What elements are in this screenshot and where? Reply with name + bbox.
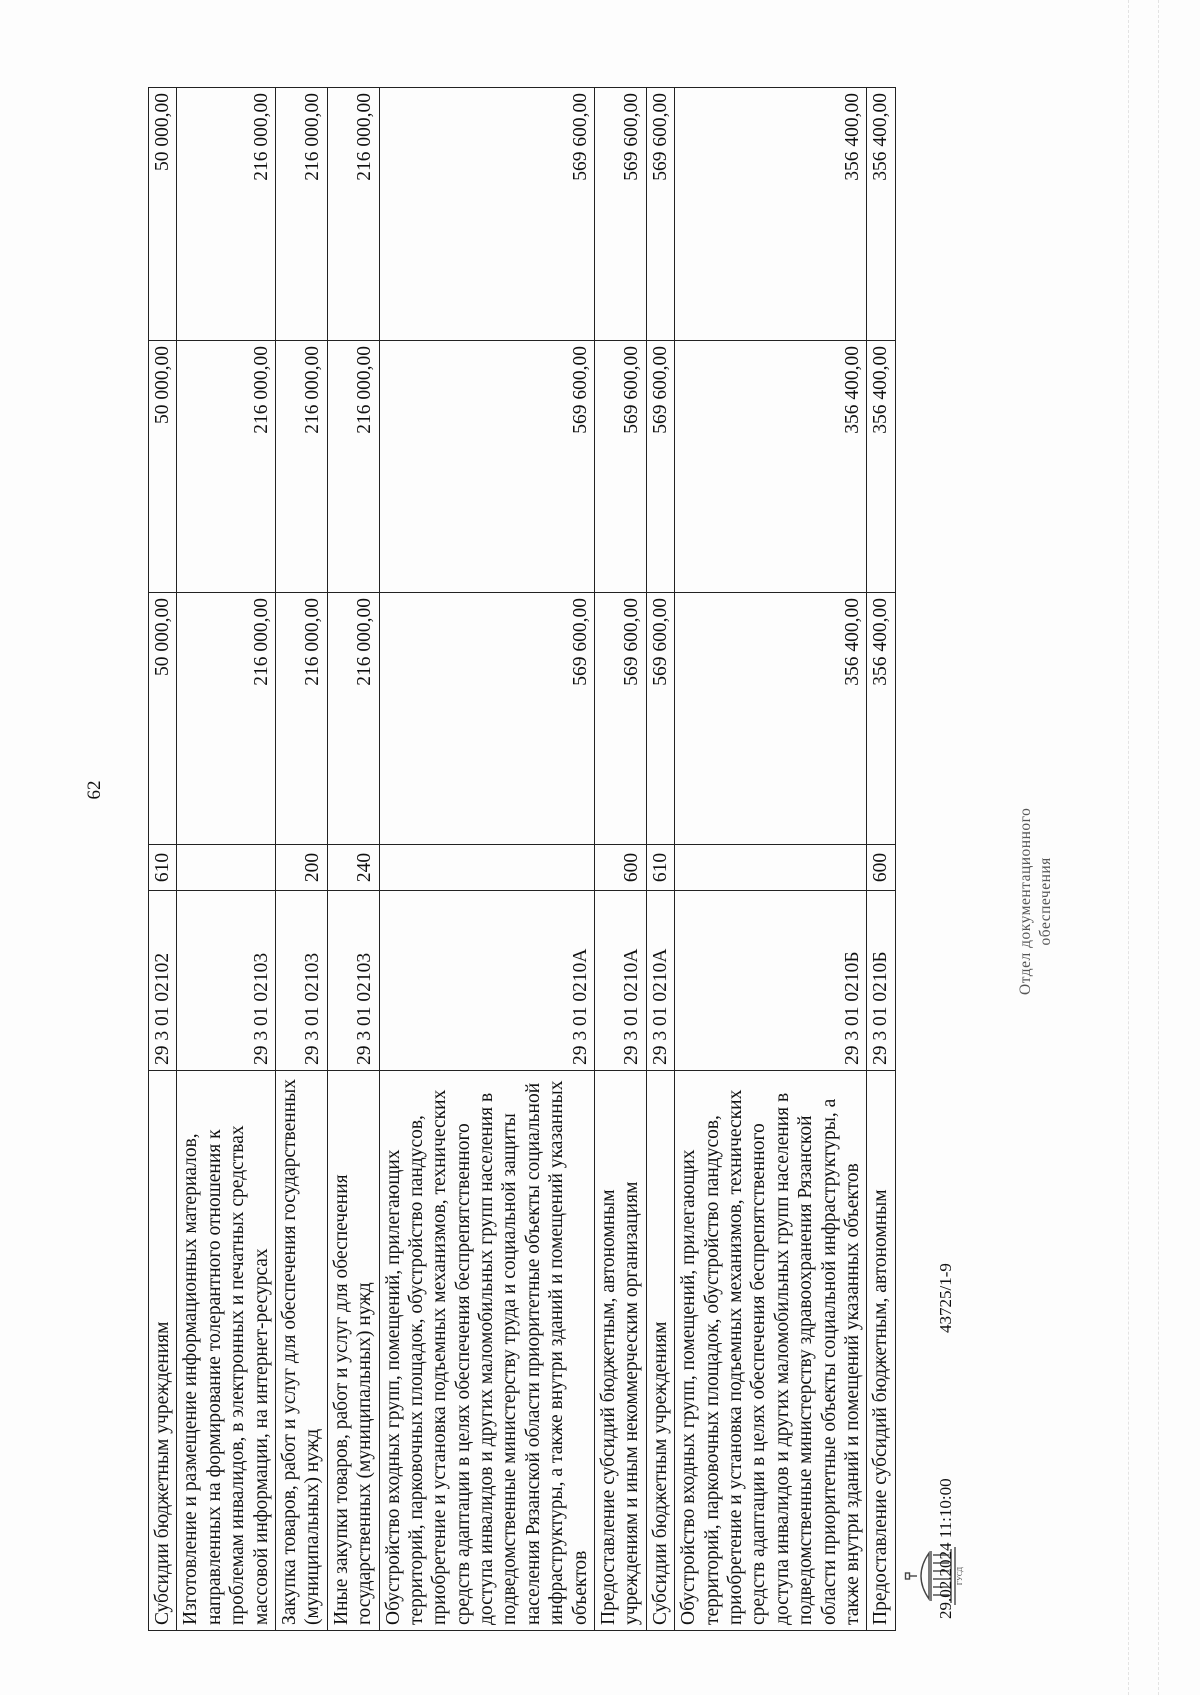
expense-kind: 600 [867, 845, 895, 891]
table-row [646, 88, 674, 1631]
amount-year-3: 216 000,00 [327, 88, 379, 341]
stamp-line: Отдел документационного [1017, 807, 1034, 995]
amount-year-3: 569 600,00 [595, 88, 647, 341]
amount-year-1: 50 000,00 [149, 593, 177, 845]
amount-year-3: 216 000,00 [275, 88, 327, 341]
target-code: 29 3 01 0210А [595, 891, 647, 1071]
amount-year-1: 216 000,00 [327, 593, 379, 845]
footer-datetime: 29.02.2024 11:10:00 [936, 1478, 955, 1619]
row-description: Иные закупки товаров, работ и услуг для обеспечения государственных (муниципальных) нужд [327, 1071, 379, 1631]
amount-year-1: 569 600,00 [595, 593, 647, 845]
amount-year-1: 569 600,00 [646, 593, 674, 845]
expense-kind: 610 [646, 845, 674, 891]
target-code: 29 3 01 0210А [646, 891, 674, 1071]
amount-year-1: 356 400,00 [675, 593, 867, 845]
amount-year-3: 356 400,00 [675, 88, 867, 341]
expense-kind: 240 [327, 845, 379, 891]
table-row [327, 88, 379, 1631]
amount-year-2: 569 600,00 [595, 341, 647, 593]
table-row [379, 88, 595, 1631]
table-row [867, 88, 895, 1631]
amount-year-2: 356 400,00 [867, 341, 895, 593]
row-description: Субсидии бюджетным учреждениям [149, 1071, 177, 1631]
amount-year-2: 356 400,00 [675, 341, 867, 593]
expense-kind [675, 845, 867, 891]
expense-kind [177, 845, 276, 891]
amount-year-2: 216 000,00 [275, 341, 327, 593]
table-row [595, 88, 647, 1631]
table-row [275, 88, 327, 1631]
row-description: Обустройство входных групп, помещений, прилегающих территорий, парковочных площадок, обустройство пандусов, приобретение и установка подъемных механизмов, технических средств адаптации в целях обеспечения беспрепятственного доступа инвалидов и других маломобильных групп населения в подведомственные министерству здравоохранения Рязанской области приоритетные объекты социальной инфраструктуры, а также внутри зданий и помещений указанных объектов [675, 1071, 867, 1631]
target-code: 29 3 01 0210А [379, 891, 595, 1071]
row-description: Субсидии бюджетным учреждениям [646, 1071, 674, 1631]
amount-year-3: 216 000,00 [177, 88, 276, 341]
amount-year-3: 569 600,00 [646, 88, 674, 341]
table-row [675, 88, 867, 1631]
amount-year-3: 569 600,00 [379, 88, 595, 341]
department-stamp [1016, 808, 1056, 995]
stamp-line: обеспечения [1037, 857, 1055, 946]
row-description: Закупка товаров, работ и услуг для обеспечения государственных (муниципальных) нужд [275, 1071, 327, 1631]
page-number: 62 [84, 780, 105, 800]
table-row [149, 88, 177, 1631]
target-code: 29 3 01 02102 [149, 891, 177, 1071]
row-description: Обустройство входных групп, помещений, прилегающих территорий, парковочных площадок, обустройство пандусов, приобретение и установка подъемных механизмов, технических средств адаптации в целях обеспечения беспрепятственного доступа инвалидов и других маломобильных групп населения в подведомственные министерству труда и социальной защиты населения Рязанской области приоритетные объекты социальной инфраструктуры, а также внутри зданий и помещений указанных объектов [379, 1071, 595, 1631]
expense-kind: 200 [275, 845, 327, 891]
expense-kind [379, 845, 595, 891]
amount-year-3: 50 000,00 [149, 88, 177, 341]
amount-year-3: 356 400,00 [867, 88, 895, 341]
target-code: 29 3 01 0210Б [675, 891, 867, 1071]
svg-text:ГУСД: ГУСД [956, 1566, 964, 1586]
amount-year-2: 216 000,00 [327, 341, 379, 593]
table-row [177, 88, 276, 1631]
expense-kind: 600 [595, 845, 647, 891]
expense-kind: 610 [149, 845, 177, 891]
amount-year-2: 50 000,00 [149, 341, 177, 593]
amount-year-2: 569 600,00 [379, 341, 595, 593]
footer-doc-number: 43725/1-9 [936, 1263, 955, 1333]
amount-year-1: 216 000,00 [275, 593, 327, 845]
amount-year-1: 356 400,00 [867, 593, 895, 845]
amount-year-1: 569 600,00 [379, 593, 595, 845]
target-code: 29 3 01 0210Б [867, 891, 895, 1071]
amount-year-2: 216 000,00 [177, 341, 276, 593]
budget-table [148, 87, 896, 1631]
amount-year-2: 569 600,00 [646, 341, 674, 593]
row-description: Предоставление субсидий бюджетным, автономным учреждениям и иным некоммерческим организациям [595, 1071, 647, 1631]
row-description: Предоставление субсидий бюджетным, автономным [867, 1071, 895, 1631]
target-code: 29 3 01 02103 [327, 891, 379, 1071]
target-code: 29 3 01 02103 [177, 891, 276, 1071]
amount-year-1: 216 000,00 [177, 593, 276, 845]
row-description: Изготовление и размещение информационных материалов, направленных на формирование толерантного отношения к проблемам инвалидов, в электронных и печатных средствах массовой информации, на интернет-ресурсах [177, 1071, 276, 1631]
target-code: 29 3 01 02103 [275, 891, 327, 1071]
